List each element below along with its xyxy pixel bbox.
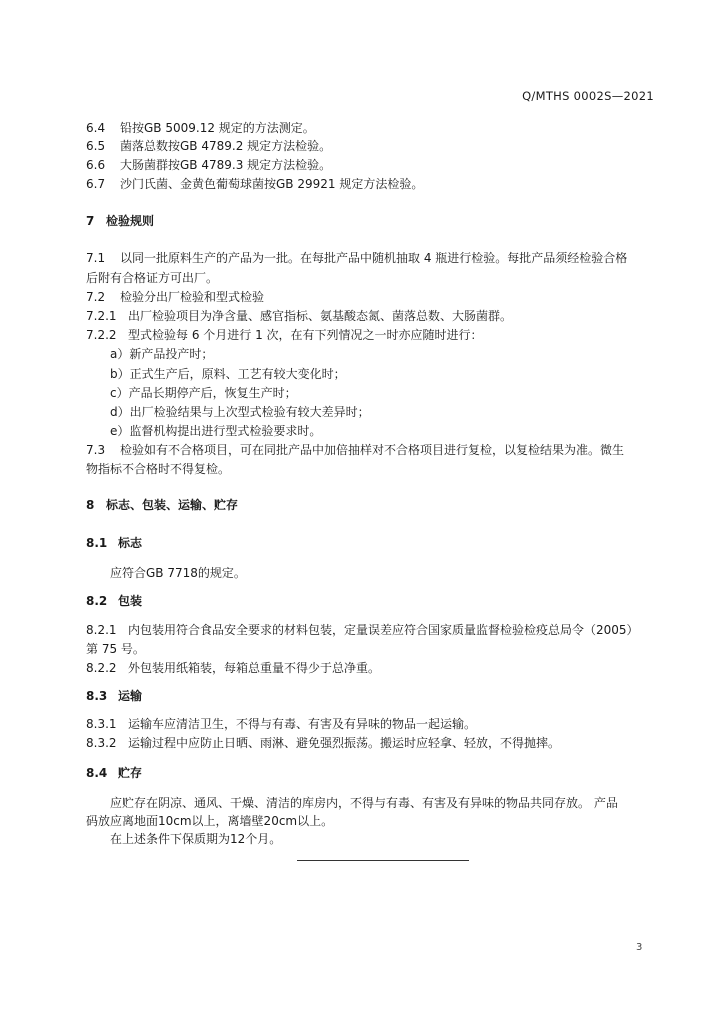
clause-number: 8.3.2 <box>86 736 117 750</box>
section-number: 8 <box>86 498 95 512</box>
clause-7-2-1 <box>86 308 512 324</box>
document-code-header: Q/MTHS 0002S—2021 <box>522 89 654 103</box>
subsection-8-4-heading <box>86 765 142 781</box>
clause-7-3 <box>86 442 624 458</box>
section-8-heading <box>86 497 238 513</box>
clause-8-2-2 <box>86 660 380 676</box>
clause-text: 菌落总数按GB 4789.2 规定方法检验。 <box>120 139 332 153</box>
list-item-d: d）出厂检验结果与上次型式检验有较大差异时； <box>110 405 370 419</box>
list-item-e: e）监督机构提出进行型式检验要求时。 <box>110 424 322 438</box>
subsection-number: 8.3 <box>86 689 108 703</box>
clause-text: 检验如有不合格项目，可在同批产品中加倍抽样对不合格项目进行复检，以复检结果为准。微生 <box>120 443 625 457</box>
clause-8-3-2 <box>86 735 560 751</box>
page-number: 3 <box>636 942 643 953</box>
clause-text: 内包装用符合食品安全要求的材料包装，定量误差应符合国家质量监督检验检疫总局令（2005） <box>128 623 639 637</box>
clause-text: 出厂检验项目为净含量、感官指标、氨基酸态氮、菌落总数、大肠菌群。 <box>128 309 513 323</box>
clause-text: 大肠菌群按GB 4789.3 规定方法检验。 <box>120 158 332 172</box>
subsection-title: 包装 <box>118 594 143 608</box>
clause-8-2-1-continuation: 第 75 号。 <box>86 642 145 656</box>
clause-text: 沙门氏菌、金黄色葡萄球菌按GB 29921 规定方法检验。 <box>120 177 424 191</box>
clause-text: 检验分出厂检验和型式检验 <box>120 290 265 304</box>
subsection-title: 贮存 <box>118 766 143 780</box>
clause-number: 7.2 <box>86 290 106 304</box>
list-item-a: a）新产品投产时； <box>110 347 214 361</box>
clause-text: 运输车应清洁卫生，不得与有毒、有害及有异味的物品一起运输。 <box>128 717 477 731</box>
list-item-c: c）产品长期停产后，恢复生产时； <box>110 386 297 400</box>
subsection-8-3-heading <box>86 688 142 704</box>
clause-6-6 <box>86 157 331 173</box>
end-rule <box>297 860 469 861</box>
clause-text: 铅按GB 5009.12 规定的方法测定。 <box>120 121 315 135</box>
clause-text: 外包装用纸箱装，每箱总重量不得少于总净重。 <box>128 661 381 675</box>
clause-number: 7.3 <box>86 443 106 457</box>
clause-number: 8.2.1 <box>86 623 117 637</box>
clause-text: 运输过程中应防止日晒、雨淋、避免强烈振荡。搬运时应轻拿、轻放，不得抛摔。 <box>128 736 561 750</box>
clause-6-7 <box>86 176 423 192</box>
clause-number: 8.2.2 <box>86 661 117 675</box>
clause-7-3-continuation: 物指标不合格时不得复检。 <box>86 462 231 476</box>
section-number: 7 <box>86 214 95 228</box>
clause-number: 7.2.2 <box>86 328 117 342</box>
section-title: 检验规则 <box>106 214 155 228</box>
clause-text: 型式检验每 6 个月进行 1 次，在有下列情况之一时亦应随时进行： <box>128 328 483 342</box>
subsection-8-2-heading <box>86 593 142 609</box>
clause-number: 6.6 <box>86 158 106 172</box>
subsection-8-1-heading <box>86 535 142 551</box>
clause-number: 6.7 <box>86 177 106 191</box>
clause-number: 8.3.1 <box>86 717 117 731</box>
clause-7-2-2 <box>86 327 483 343</box>
section-title: 标志、包装、运输、贮存 <box>106 498 239 512</box>
clause-6-4 <box>86 120 315 136</box>
subsection-number: 8.1 <box>86 536 108 550</box>
list-item-b: b）正式生产后，原料、工艺有较大变化时； <box>110 367 346 381</box>
clause-7-1-continuation: 后附有合格证方可出厂。 <box>86 271 219 285</box>
subsection-number: 8.2 <box>86 594 108 608</box>
clause-6-5 <box>86 138 331 154</box>
clause-8-4-continuation: 码放应离地面10cm以上，离墙壁20cm以上。 <box>86 814 334 828</box>
clause-number: 6.5 <box>86 139 106 153</box>
subsection-number: 8.4 <box>86 766 108 780</box>
section-7-heading <box>86 213 154 229</box>
clause-8-2-1 <box>86 622 639 638</box>
clause-number: 7.1 <box>86 251 106 265</box>
subsection-title: 标志 <box>118 536 143 550</box>
clause-text: 以同一批原料生产的产品为一批。在每批产品中随机抽取 4 瓶进行检验。每批产品须经检验合格 <box>120 251 628 265</box>
shelf-life-statement: 在上述条件下保质期为12个月。 <box>110 832 282 846</box>
clause-7-2 <box>86 289 264 305</box>
clause-number: 6.4 <box>86 121 106 135</box>
clause-number: 7.2.1 <box>86 309 117 323</box>
clause-8-3-1 <box>86 716 476 732</box>
clause-7-1 <box>86 250 627 266</box>
clause-8-4-text: 应贮存在阴凉、通风、干燥、清洁的库房内，不得与有毒、有害及有异味的物品共同存放。 产品 <box>110 796 618 810</box>
subsection-title: 运输 <box>118 689 143 703</box>
clause-8-1-text: 应符合GB 7718的规定。 <box>110 566 246 580</box>
